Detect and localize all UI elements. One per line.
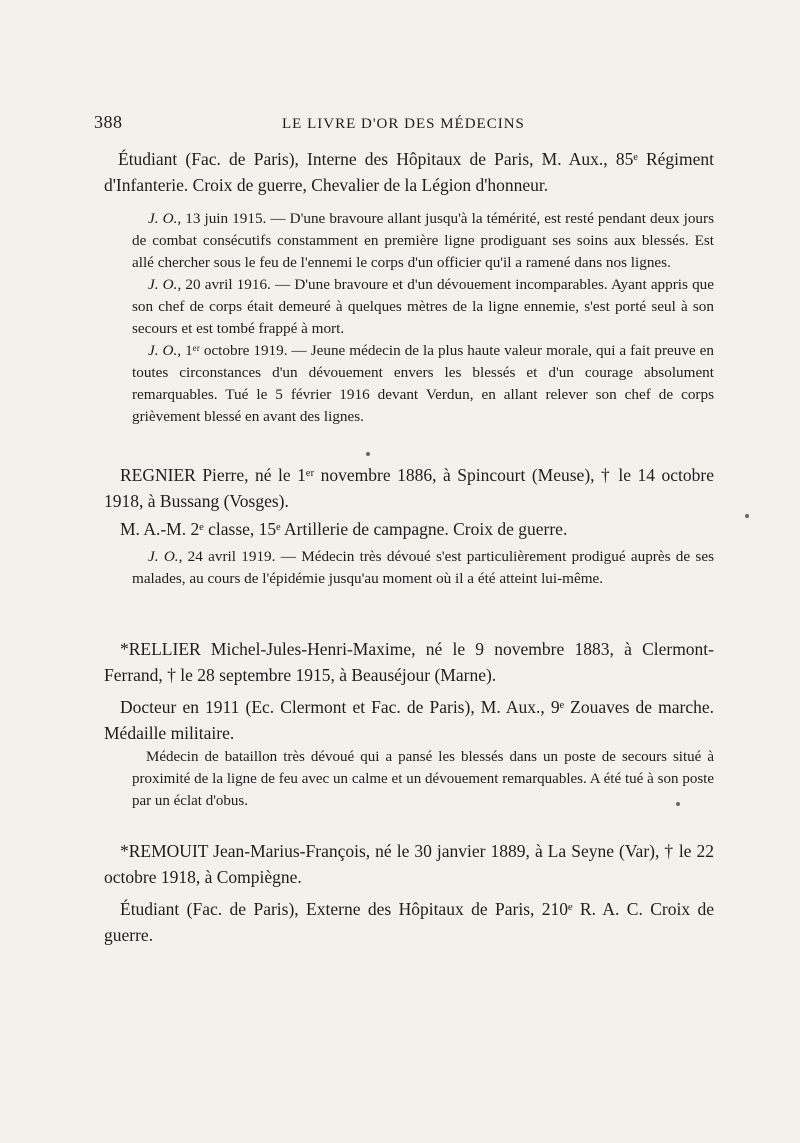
citation-source: J. O. bbox=[148, 276, 178, 293]
citation bbox=[104, 274, 714, 340]
citation-source: J. O. bbox=[148, 210, 178, 227]
entry-regnier bbox=[104, 462, 714, 542]
citation-text: , 24 avril 1919. — Médecin très dévoué s'est particulièrement prodigué auprès de ses malades, au cours de l'épidémie jusqu'au moment où il a été atteint lui-même. bbox=[132, 548, 714, 587]
citations-rellier bbox=[104, 746, 714, 812]
citation-source: J. O. bbox=[148, 342, 178, 359]
entry-remouit bbox=[104, 838, 714, 948]
ink-speck bbox=[745, 514, 749, 518]
citations-regnier bbox=[104, 546, 714, 590]
ink-speck bbox=[366, 452, 370, 456]
entry-heading: *REMOUIT Jean-Marius-François, né le 30 janvier 1889, à La Seyne (Var), † le 22 octobre 1918, à Compiègne. bbox=[104, 841, 714, 887]
citation-text: , 1ᵉʳ octobre 1919. — Jeune médecin de la plus haute valeur morale, qui a fait preuve en toutes circonstances d'un dévouement envers les blessés et d'un courage absolument remarquables. Tué le 5 février 1916 devant Verdun, en allant relever son chef de corps grièvement blessé en avant des lignes. bbox=[132, 342, 714, 425]
entry-heading: REGNIER Pierre, né le 1ᵉʳ novembre 1886, à Spincourt (Meuse), † le 14 octobre 1918, à Bussang (Vosges). bbox=[104, 465, 714, 511]
entry-career: Étudiant (Fac. de Paris), Externe des Hôpitaux de Paris, 210ᵉ R. A. C. Croix de guerre. bbox=[104, 899, 714, 945]
entry-rellier bbox=[104, 636, 714, 746]
page-number: 388 bbox=[94, 112, 123, 132]
citation-text: , 13 juin 1915. — D'une bravoure allant jusqu'à la témérité, est resté pendant deux jours de combat consécutifs constamment en première ligne prodiguant ses soins aux blessés. Est allé chercher sous le feu de l'ennemi le corps d'un officier qu'il a ramené dans nos lignes. bbox=[132, 210, 714, 271]
entry-continued bbox=[104, 146, 714, 198]
entry-career: M. A.-M. 2ᵉ classe, 15ᵉ Artillerie de campagne. Croix de guerre. bbox=[120, 519, 568, 539]
citation bbox=[104, 208, 714, 274]
ink-speck bbox=[676, 802, 680, 806]
entry-career: Étudiant (Fac. de Paris), Interne des Hôpitaux de Paris, M. Aux., 85ᵉ Régiment d'Infanterie. Croix de guerre, Chevalier de la Légion d'honneur. bbox=[104, 149, 714, 195]
running-title: LE LIVRE D'OR DES MÉDECINS bbox=[282, 116, 525, 132]
entry-heading: *RELLIER Michel-Jules-Henri-Maxime, né le 9 novembre 1883, à Clermont-Ferrand, † le 28 septembre 1915, à Beauséjour (Marne). bbox=[104, 639, 714, 685]
citation-source: J. O. bbox=[148, 548, 179, 565]
entry-career: Docteur en 1911 (Ec. Clermont et Fac. de Paris), M. Aux., 9ᵉ Zouaves de marche. Médaille militaire. bbox=[104, 697, 714, 743]
citation bbox=[104, 546, 714, 590]
citation-plain: Médecin de bataillon très dévoué qui a pansé les blessés dans un poste de secours situé à proximité de la ligne de feu avec un calme et un dévouement remarquables. A été tué à son poste par un éclat d'obus. bbox=[132, 749, 714, 809]
citations-continued bbox=[104, 208, 714, 428]
citation bbox=[104, 340, 714, 428]
citation-text: , 20 avril 1916. — D'une bravoure et d'un dévouement incomparables. Ayant appris que son chef de corps était demeuré à quelques mètres de la ligne ennemie, s'est porté seul à son secours et est tombé frappé à mort. bbox=[132, 276, 715, 337]
